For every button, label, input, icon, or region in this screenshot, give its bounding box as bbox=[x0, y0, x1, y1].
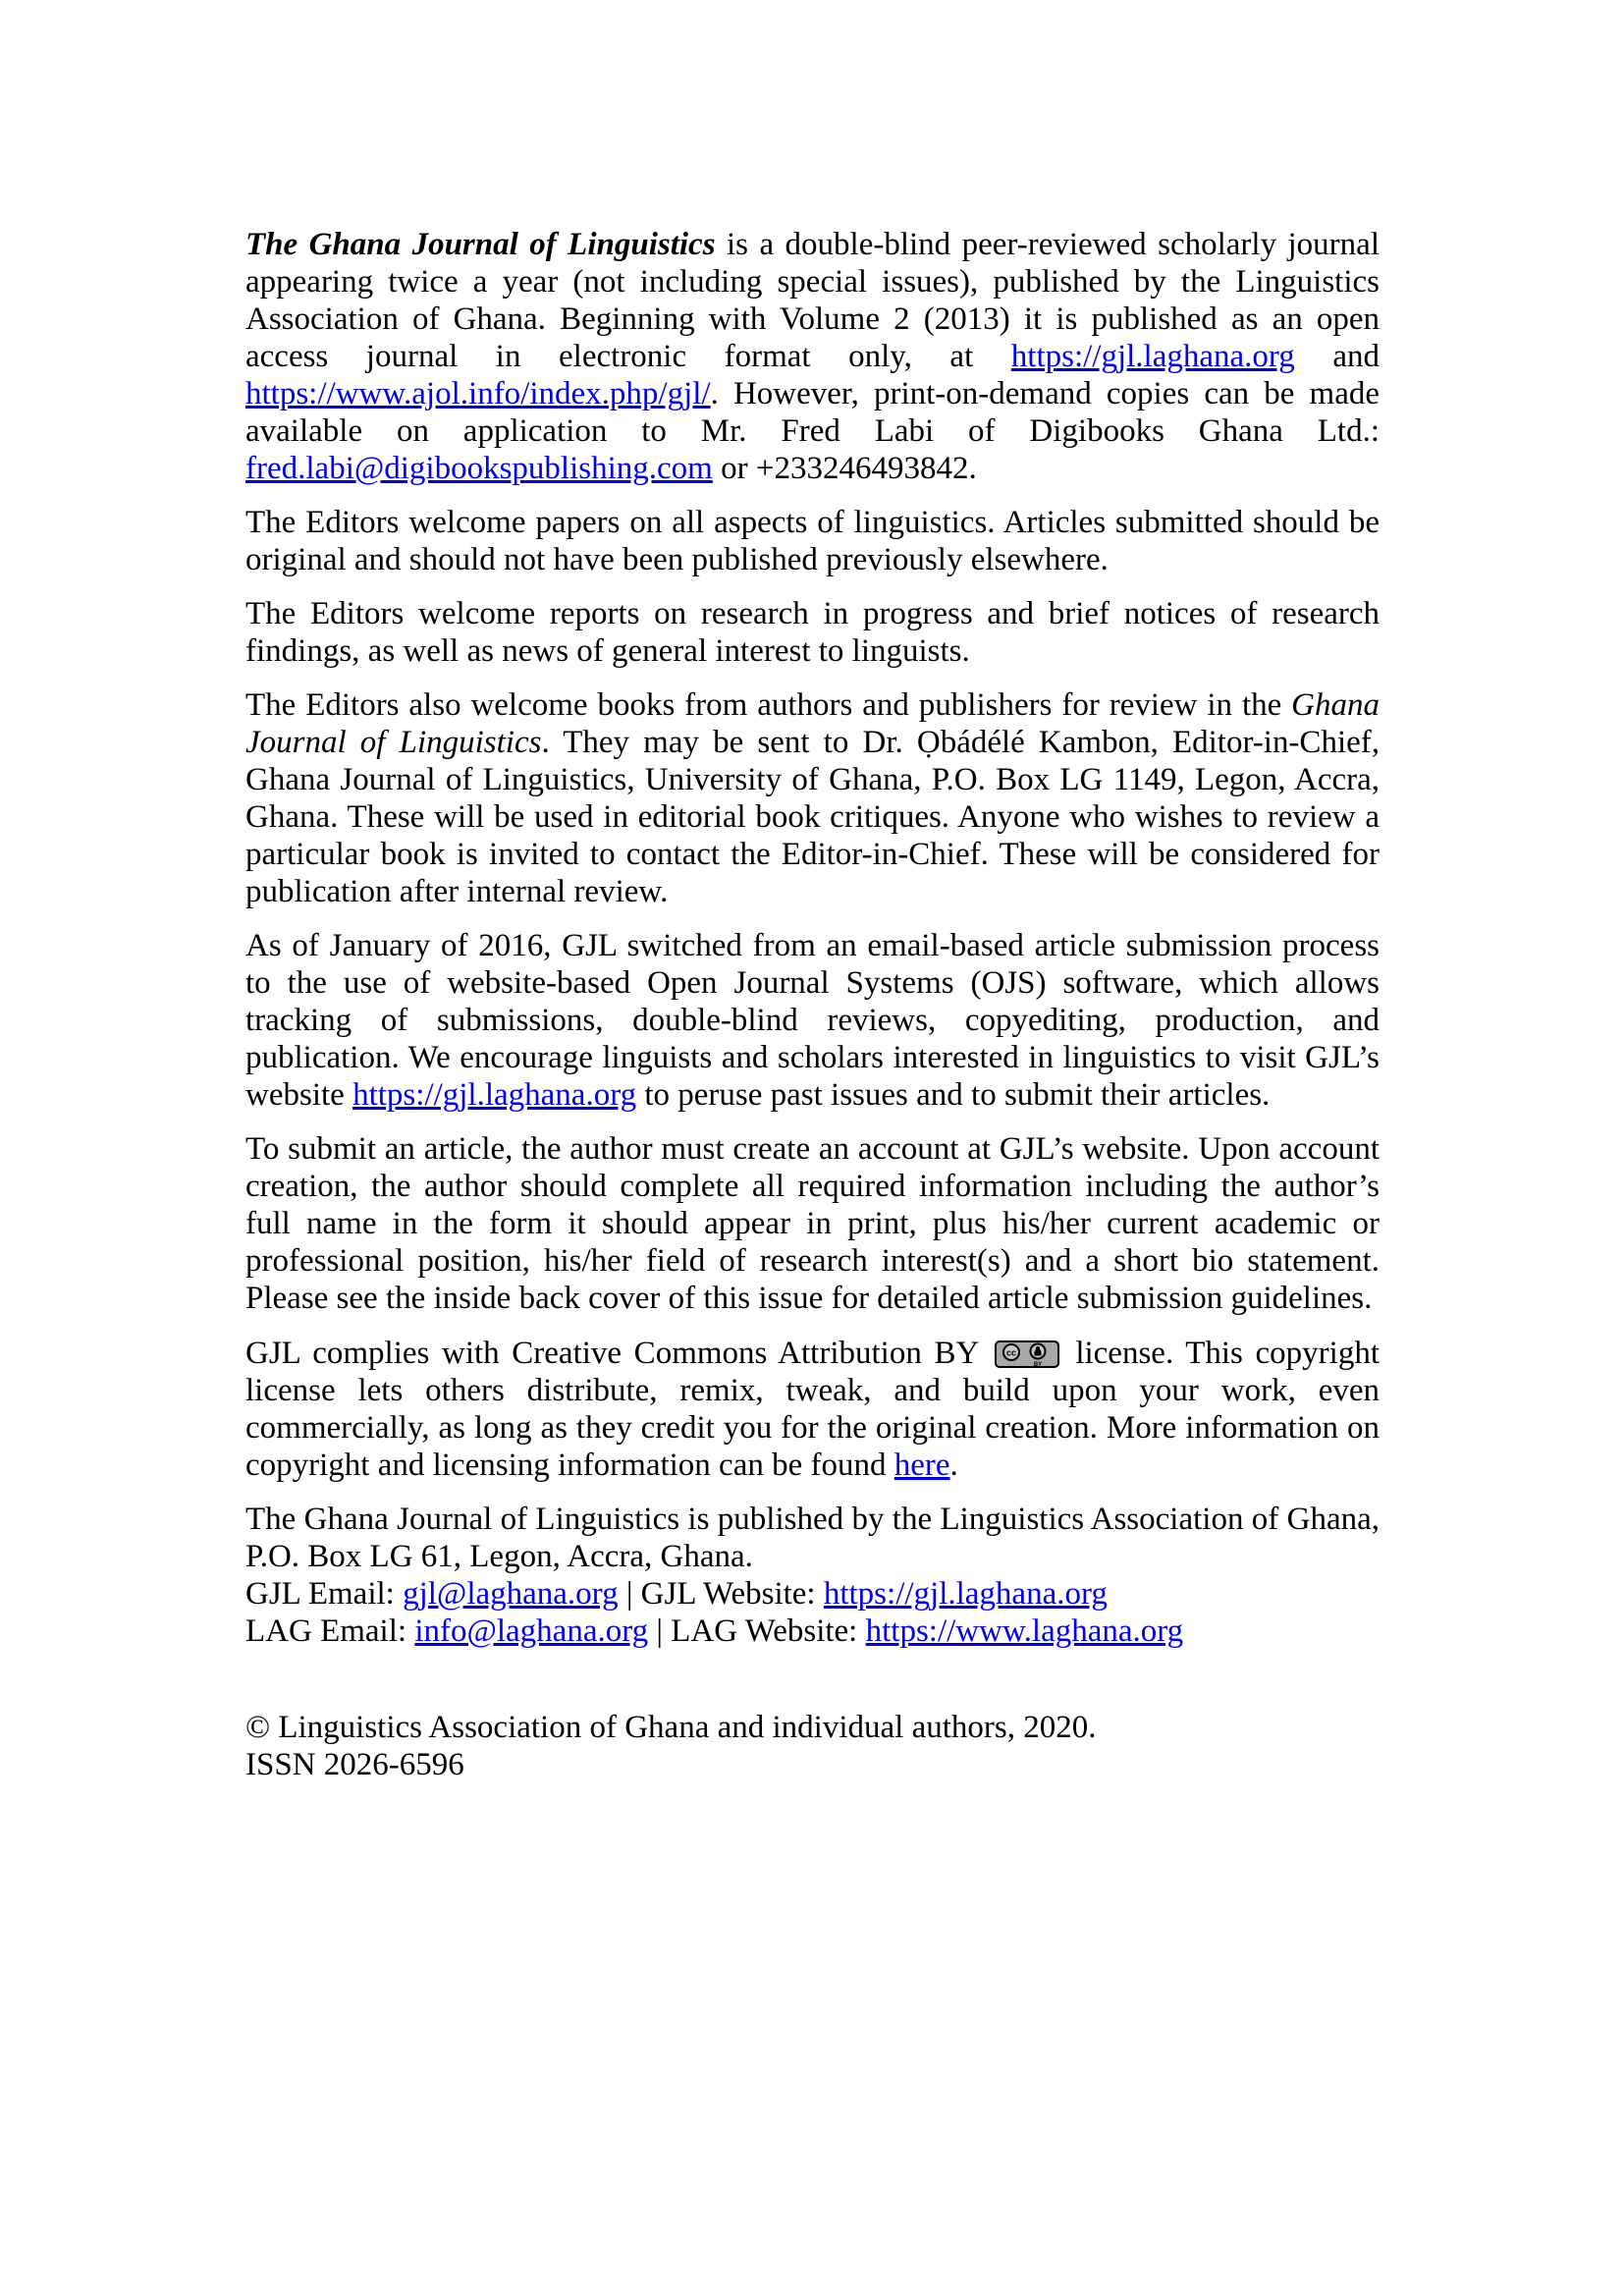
journal-title: The Ghana Journal of Linguistics bbox=[245, 227, 716, 262]
journal-title-italic: Ghana Journal of Linguistics bbox=[245, 687, 1380, 760]
text-run-license: license. This copyright license lets others distribute, remix, tweak, and build upon your work, even commercially, as long as they credit you for the original creation. More information on copyright and licensing information can be found bbox=[245, 1336, 1380, 1483]
paragraph-publisher-contact bbox=[245, 1501, 1380, 1650]
gjl-website-link-3[interactable]: https://gjl.laghana.org bbox=[823, 1576, 1108, 1612]
text-run-intro: or +233246493842. bbox=[712, 451, 977, 486]
text-run-intro: . However, print-on-demand copies can be made available on application to Mr. Fred Labi of Digibooks Ghana Ltd.: bbox=[245, 376, 1380, 449]
text-run-intro: is a double-blind peer-reviewed scholarly journal appearing twice a year (not including special issues), published by the Linguistics Association of Ghana. Beginning with Volume 2 (2013) it is published as an open access journal in electronic format only, at bbox=[245, 227, 1380, 374]
text-run-submission-instructions: To submit an article, the author must create an account at GJL’s website. Upon account creation, the author should complete all required information including the author’s full name in the form it should appear in print, plus his/her current academic or professional position, his/her field of research interest(s) and a short bio statement. Please see the inside back cover of this issue for detailed article submission guidelines. bbox=[245, 1131, 1380, 1316]
svg-text:cc: cc bbox=[1005, 1347, 1016, 1358]
gjl-website-link-2[interactable]: https://gjl.laghana.org bbox=[352, 1077, 637, 1113]
paragraph-ojs-switch bbox=[245, 927, 1380, 1114]
text-run-publisher-contact: The Ghana Journal of Linguistics is published by the Linguistics Association of Ghana, P.O. Box LG 61, Legon, Accra, Ghana. bbox=[245, 1502, 1380, 1574]
paragraph-license bbox=[245, 1335, 1380, 1484]
svg-text:BY: BY bbox=[1033, 1362, 1042, 1368]
text-run-welcome-reports: The Editors welcome reports on research in progress and brief notices of research findings, as well as news of general interest to linguists. bbox=[245, 596, 1380, 669]
text-run-publisher-contact: | GJL Website: bbox=[618, 1576, 824, 1612]
text-run-publisher-contact: GJL Email: bbox=[245, 1576, 404, 1612]
cc-by-badge-icon bbox=[995, 1340, 1059, 1368]
fred-labi-email-link[interactable]: fred.labi@digibookspublishing.com bbox=[245, 451, 713, 486]
text-run-welcome-papers: The Editors welcome papers on all aspects of linguistics. Articles submitted should be original and should not have been published previously elsewhere. bbox=[245, 505, 1380, 577]
text-run-publisher-contact: LAG Email: bbox=[245, 1613, 415, 1649]
text-run-book-reviews: . They may be sent to Dr. Ọbádélé Kambon, Editor-in-Chief, Ghana Journal of Linguistics, University of Ghana, P.O. Box LG 1149, Legon, Accra, Ghana. These will be used in editorial book critiques. Anyone who wishes to review a particular book is invited to contact the Editor-in-Chief. These will be considered for publication after internal review. bbox=[245, 725, 1380, 909]
copyright-line: © Linguistics Association of Ghana and individual authors, 2020. bbox=[245, 1710, 1097, 1745]
lag-email-link[interactable]: info@laghana.org bbox=[414, 1613, 649, 1649]
text-run-intro: and bbox=[1294, 339, 1380, 374]
text-run-book-reviews: The Editors also welcome books from authors and publishers for review in the bbox=[245, 687, 1292, 723]
paragraph-book-reviews bbox=[245, 686, 1380, 910]
paragraph-copyright bbox=[245, 1709, 1380, 1783]
paragraph-welcome-reports bbox=[245, 595, 1380, 670]
text-run-ojs-switch: to peruse past issues and to submit their articles. bbox=[636, 1077, 1271, 1113]
paragraph-welcome-papers bbox=[245, 504, 1380, 578]
paragraph-submission-instructions bbox=[245, 1130, 1380, 1317]
paragraph-intro bbox=[245, 226, 1380, 487]
text-run-ojs-switch: As of January of 2016, GJL switched from an email-based article submission process to the use of website-based Open Journal Systems (OJS) software, which allows tracking of submissions, double-blind reviews, copyediting, production, and publication. We encourage linguists and scholars interested in linguistics to visit GJL’s website bbox=[245, 928, 1380, 1113]
text-run-license: . bbox=[949, 1448, 958, 1483]
text-run-publisher-contact: | LAG Website: bbox=[648, 1613, 866, 1649]
ajol-website-link[interactable]: https://www.ajol.info/index.php/gjl/ bbox=[245, 376, 711, 411]
licensing-info-here-link[interactable]: here bbox=[893, 1448, 950, 1483]
issn-line: ISSN 2026-6596 bbox=[245, 1747, 464, 1782]
lag-website-link[interactable]: https://www.laghana.org bbox=[865, 1613, 1184, 1649]
text-run-license: GJL complies with Creative Commons Attribution BY bbox=[245, 1336, 991, 1371]
gjl-email-link[interactable]: gjl@laghana.org bbox=[403, 1576, 619, 1612]
page-content bbox=[245, 226, 1380, 1800]
gjl-website-link[interactable]: https://gjl.laghana.org bbox=[1010, 339, 1295, 374]
